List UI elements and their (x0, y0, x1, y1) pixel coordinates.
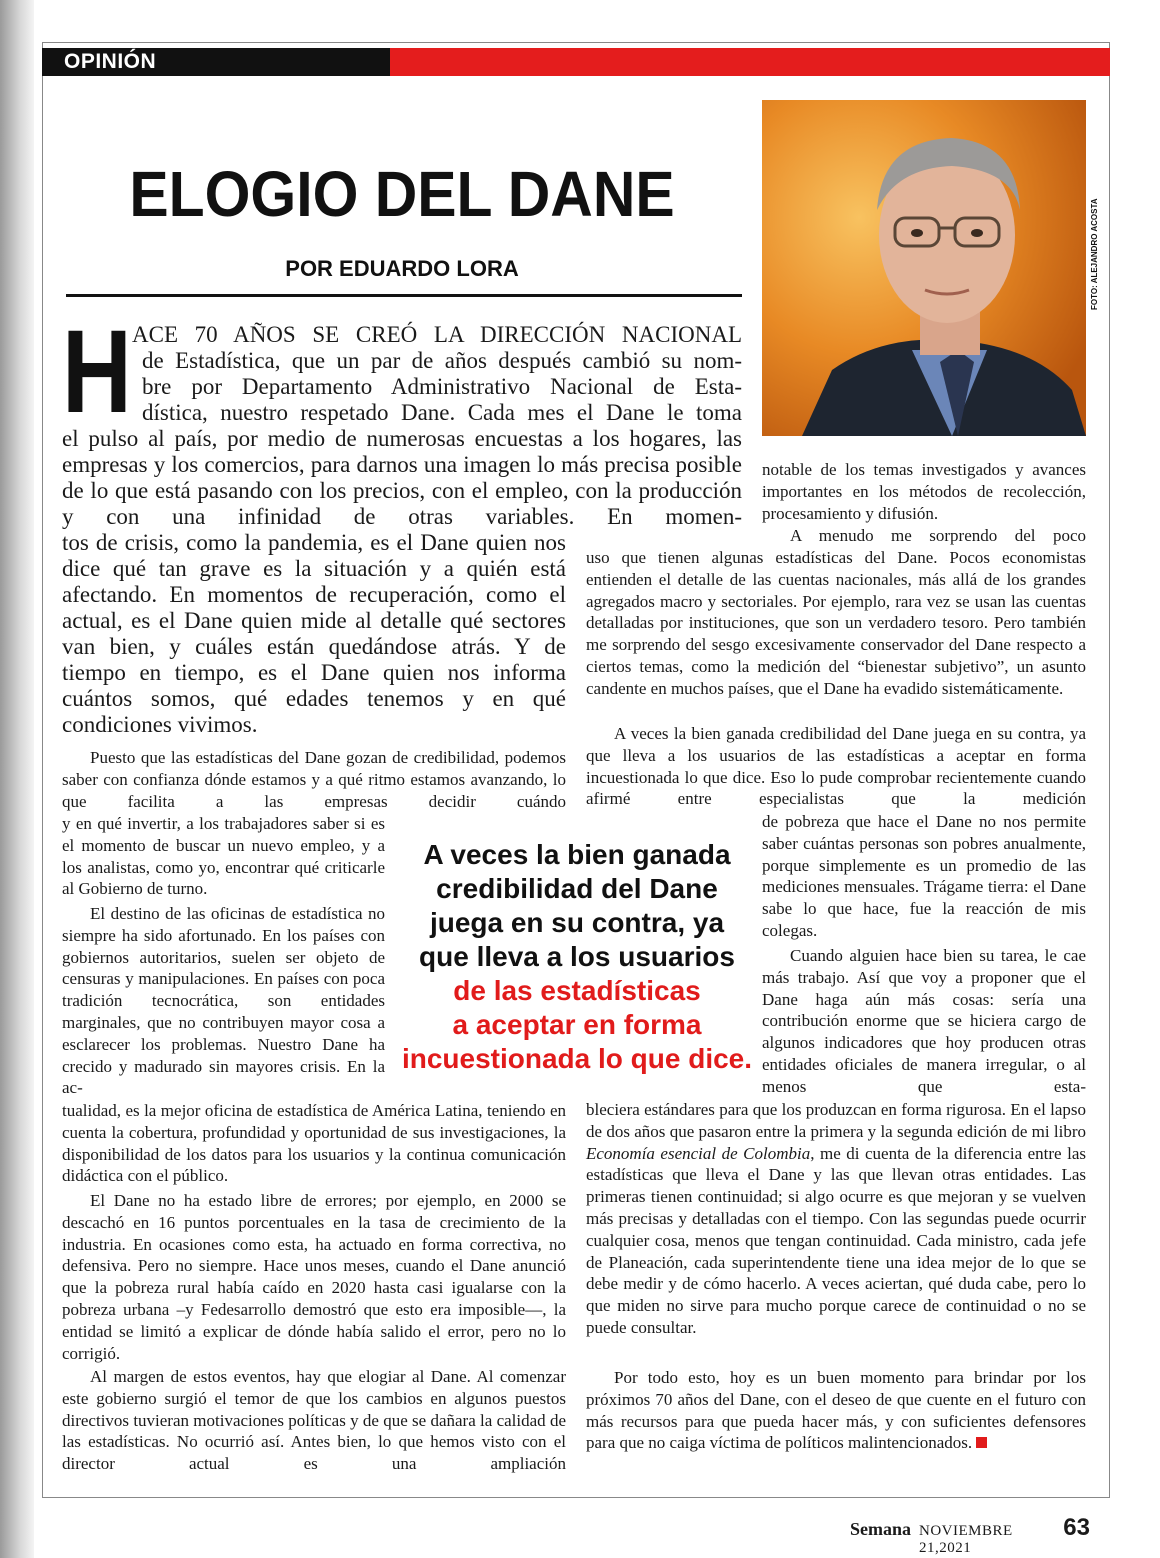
photo-credit: FOTO: ALEJANDRO ACOSTA (1090, 198, 1099, 310)
lead-line-1: ACE 70 AÑOS SE CREÓ LA DIRECCIÓN NACIONAL (132, 322, 742, 347)
paragraph-errors: El Dane no ha estado libre de errores; por ejemplo, en 2000 se descachó en 16 puntos porcentuales en la tasa de crecimiento de la industria. En ocasiones como esta, ha actuado en forma correctiva, no defensiva. Pero no siempre. Hace unos meses, cuando el Dane anunció que la pobreza rural había caído en 2020 hasta casi igualarse con la pobreza urbana –y Fedesarrollo demostró que esto era imposible—, la entidad se limitó a explicar de dónde había salido el error, pero no lo corrigió. (62, 1191, 566, 1363)
pull-quote (400, 838, 754, 1076)
paragraph-praise: Al margen de estos eventos, hay que elogiar al Dane. Al comenzar este gobierno surgió el temor de que los cambios en algunos puestos directivos tuvieran motivaciones políticas y de que se dañara la calidad de las estadísticas. No ocurrió así. Antes bien, lo que hemos visto con el director actual es una ampliación (62, 1367, 566, 1474)
author-photo (762, 100, 1086, 436)
lead-paragraph-narrow: tos de crisis, como la pandemia, es el Dane quien nos dice qué tan grave es la situación y a quién está afectando. En momentos de recuperación, como el actual, es el Dane quien mide al detalle qué sectores van bien, y cuáles están quedándose atrás. Y de tiempo en tiempo, es el Dane quien nos informa cuántos somos, qué edades tenemos y en qué condiciones vivimos. (62, 530, 566, 737)
author-portrait-illustration (762, 100, 1086, 436)
paragraph-credibility-against: A veces la bien ganada credibilidad del Dane juega en su contra, ya que lleva a los usuarios de las estadísticas a aceptar en forma incuestionada lo que dice. Eso lo pude comprobar recientemente cuando afirmé entre especialistas que la medición (586, 724, 1086, 809)
article-byline: POR EDUARDO LORA (285, 256, 519, 281)
footer-magazine-name: Semana (850, 1519, 912, 1539)
lead-line-3: bre por Departamento Administrativo Nacional de Esta- (142, 374, 742, 399)
paragraph-notable: notable de los temas investigados y avances importantes en los métodos de recolección, procesamiento y difusión. (762, 460, 1086, 523)
headline-rule (66, 294, 742, 297)
lead-line-2: de Estadística, que un par de años después cambió su nom- (142, 348, 742, 373)
pull-quote-line: A veces la bien ganada (423, 839, 731, 870)
article-headline: ELOGIO DEL DANE (129, 158, 675, 230)
section-label: OPINIÓN (42, 48, 390, 76)
paragraph-surprise-first-line: A menudo me sorprendo del poco (790, 526, 1086, 545)
book-title: Economía esencial de Colombia (586, 1143, 811, 1163)
page-number: 63 (1063, 1514, 1090, 1541)
paragraph-conclusion-text: Por todo esto, hoy es un buen momento para brindar por los próximos 70 años del Dane, con el deseo de que cuente en el futuro con más recursos para que pueda hacer más, y con suficientes defensores para que no caiga víctima de políticos malintencionados. (586, 1368, 1086, 1453)
lead-line-4: dística, nuestro respetado Dane. Cada mes el Dane le toma (142, 400, 742, 425)
paragraph-poverty-measure: de pobreza que hace el Dane no nos permite saber cuántas personas son pobres anualmente, porque simplemente es un promedio de las mediciones mensuales. Trágame tierra: el Dane sabe lo que hace, fue la reacción de mis colegas. (762, 812, 1086, 940)
paragraph-surprise: uso que tienen algunas estadísticas del Dane. Pocos economistas entienden el detalle de las cuentas nacionales, más allá de los grandes agregados macro y sectoriales. Por ejemplo, rara vez se usan las cuentas detalladas por instituciones, que son un verdadero tesoro. Pero también me sorprendo del sesgo excesivamente conservador del Dane respecto a ciertos temas, como la medición del “bienestar subjetivo”, un asunto candente en muchos países, que el Dane ha evadido sistemáticamente. (586, 548, 1086, 698)
paragraph-book-text: bleciera estándares para que los produzcan en forma rigurosa. En el lapso de dos años que pasaron entre la primera y la segunda edición de mi libro (586, 1100, 1086, 1141)
drop-cap: H (62, 306, 132, 438)
paragraph-statistics-offices: El destino de las oficinas de estadística no siempre ha sido afortunado. En los países con gobiernos autoritarios, suelen ser objeto de censuras y manipulaciones. En países con poca tradición tecnocrática, son entidades marginales, que no contribuyen mayor cosa a esclarecer los problemas. Nuestro Dane ha crecido y madurado sin mayores crisis. En la ac- (62, 904, 385, 1098)
section-accent-bar (390, 48, 1110, 76)
pull-quote-line-highlight: a aceptar en forma (452, 1009, 702, 1040)
pull-quote-line-highlight: incuestionada lo que dice. (401, 1043, 753, 1074)
page-spine-shadow (0, 0, 34, 1558)
pull-quote-line: credibilidad del Dane (436, 873, 718, 904)
pull-quote-line: juega en su contra, ya (429, 907, 725, 938)
paragraph-more-work: Cuando alguien hace bien su tarea, le cae más trabajo. Así que voy a proponer que el Dane haga aún más cosas: sería una contribución enorme que se hiciera cargo de algunos indicadores que hoy producen otras entidades oficiales de manera irregular, o al menos que esta- (762, 946, 1086, 1096)
paragraph-conclusion (586, 1367, 1086, 1454)
paragraph-statistics-offices-cont: tualidad, es la mejor oficina de estadística de América Latina, teniendo en cuenta la cobertura, profundidad y oportunidad de sus investigaciones, la disponibilidad de los datos para los usuarios y la continua comunicación didáctica con el público. (62, 1101, 566, 1186)
pull-quote-line-highlight: de las estadísticas (453, 975, 701, 1006)
pull-quote-line: que lleva a los usuarios (419, 941, 735, 972)
paragraph-book-text-cont: , me di cuenta de la diferencia entre las estadísticas que lleva el Dane y las que llevan otras entidades. Las primeras tienen continuidad; si algo ocurre es que mejoran y se vuelven más precisas y detalladas con el tiempo. Con las segundas puede ocurrir cualquier cosa, menos que tengan continuidad. Cada ministro, cada jefe de Planeación, cada superintendente tiene una idea mejor de lo que se debe medir y de cómo hacerlo. A veces aciertan, qué duda cabe, pero lo que miden no sirve para mucho porque carece de continuidad o no se puede consultar. (586, 1143, 1086, 1337)
page-footer (850, 1514, 1090, 1557)
paragraph-credibility: Puesto que las estadísticas del Dane gozan de credibilidad, podemos saber con confianza dónde estamos y a qué ritmo estamos avanzando, lo que facilita a las empresas decidir cuándo (62, 748, 566, 811)
end-mark-icon (976, 1437, 987, 1448)
paragraph-book (586, 1099, 1086, 1339)
footer-date: NOVIEMBRE 21,2021 (919, 1523, 1013, 1556)
paragraph-credibility-cont: y en qué invertir, a los trabajadores saber si es el momento de buscar un nuevo empleo, y a los analistas, como yo, encontrar qué criticarle al Gobierno de turno. (62, 814, 385, 899)
lead-paragraph-wide: el pulso al país, por medio de numerosas encuestas a los hogares, las empresas y los comercios, para darnos una imagen lo más precisa posible de lo que está pasando con los precios, con el empleo, con la producción y con una infinidad de otras variables. En momen- (62, 426, 742, 529)
section-header (42, 48, 1110, 76)
